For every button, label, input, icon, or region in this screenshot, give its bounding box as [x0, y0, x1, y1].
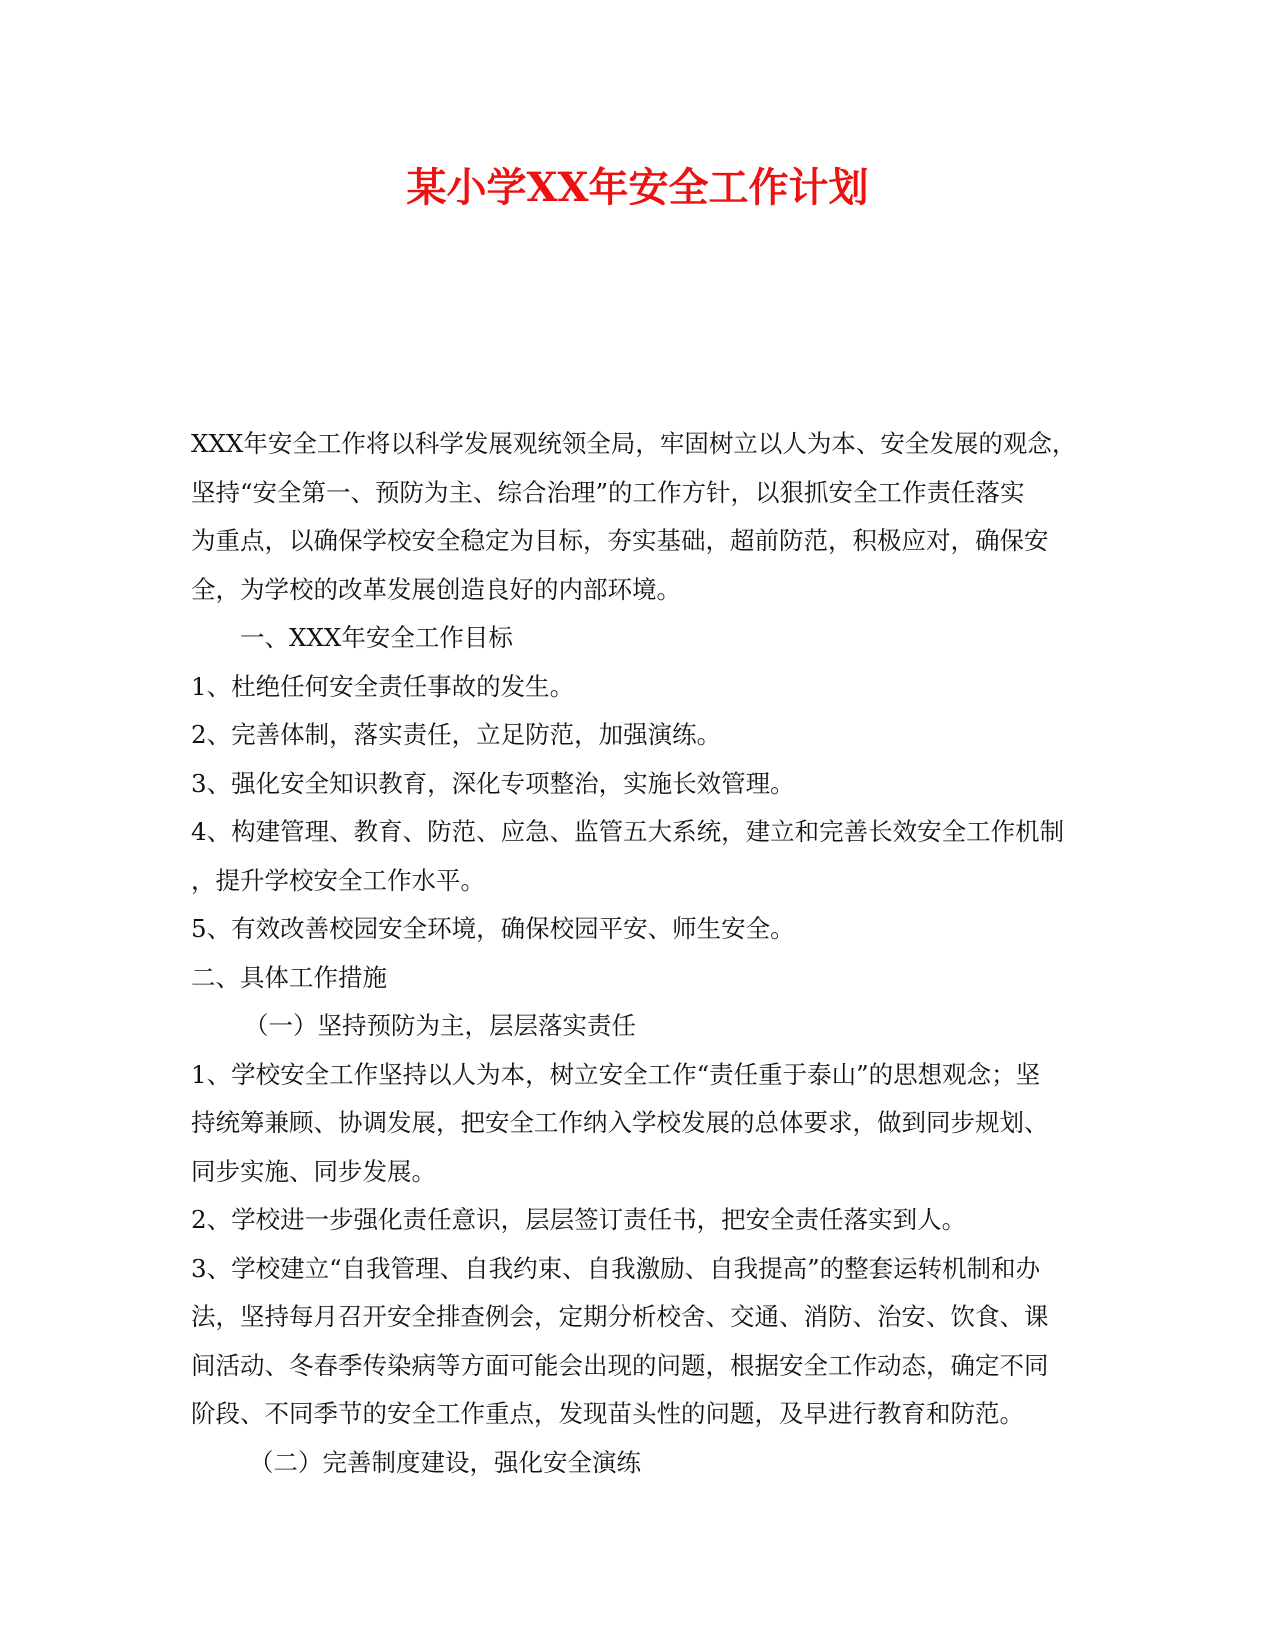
list-item-continued: 间活动、冬春季传染病等方面可能会出现的问题，根据安全工作动态，确定不同 — [191, 1350, 1049, 1380]
section-heading: 一、XXX年安全工作目标 — [240, 623, 513, 652]
list-item-continued: 阶段、不同季节的安全工作重点，发现苗头性的问题，及早进行教育和防范。 — [191, 1399, 1024, 1428]
list-item: 3、强化安全知识教育，深化专项整治，实施长效管理。 — [191, 768, 795, 798]
list-item-continued: 同步实施、同步发展。 — [191, 1156, 436, 1186]
list-item-continued: 法，坚持每月召开安全排查例会，定期分析校舍、交通、消防、治安、饮食、课 — [191, 1302, 1049, 1331]
paragraph-line: 全，为学校的改革发展创造良好的内部环境。 — [191, 574, 681, 604]
subsection-heading: （二）完善制度建设，强化安全演练 — [249, 1447, 641, 1477]
list-item-continued: ，提升学校安全工作水平。 — [191, 865, 485, 895]
list-item: 2、完善体制，落实责任，立足防范，加强演练。 — [191, 720, 722, 749]
document-title: 某小学XX年安全工作计划 — [406, 164, 869, 211]
list-item: 4、构建管理、教育、防范、应急、监管五大系统，建立和完善长效安全工作机制 — [191, 817, 1065, 846]
list-item: 5、有效改善校园安全环境，确保校园平安、师生安全。 — [191, 914, 795, 943]
list-item-continued: 持统筹兼顾、协调发展，把安全工作纳入学校发展的总体要求，做到同步规划、 — [191, 1108, 1049, 1137]
list-item: 2、学校进一步强化责任意识，层层签订责任书，把安全责任落实到人。 — [191, 1205, 967, 1234]
subsection-heading: （一）坚持预防为主，层层落实责任 — [244, 1011, 636, 1040]
list-item: 1、杜绝任何安全责任事故的发生。 — [191, 671, 575, 701]
list-item: 1、学校安全工作坚持以人为本，树立安全工作“责任重于泰山”的思想观念；坚 — [191, 1059, 1041, 1089]
document-body — [191, 420, 1089, 1487]
list-item: 3、学校建立“自我管理、自我约束、自我激励、自我提高”的整套运转机制和办 — [191, 1253, 1041, 1283]
section-heading: 二、具体工作措施 — [191, 962, 387, 992]
paragraph-line: 坚持“安全第一、预防为主、综合治理”的工作方针，以狠抓安全工作责任落实 — [191, 477, 1025, 507]
paragraph-line: XXX年安全工作将以科学发展观统领全局，牢固树立以人为本、安全发展的观念， — [191, 429, 1077, 458]
paragraph-line: 为重点，以确保学校安全稳定为目标，夯实基础，超前防范，积极应对，确保安 — [191, 526, 1049, 555]
